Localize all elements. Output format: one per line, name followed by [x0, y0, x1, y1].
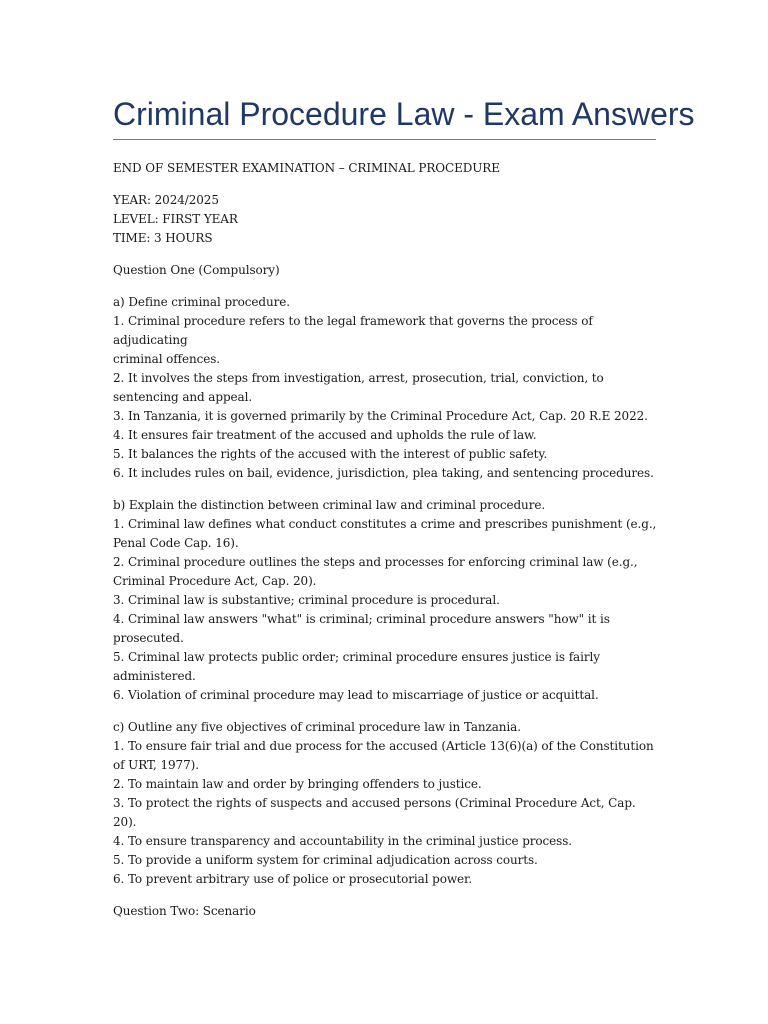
question-two-heading: Question Two: Scenario [113, 904, 256, 918]
list-item [113, 369, 658, 407]
list-item-line: of URT, 1977). [113, 758, 199, 772]
part-b-section [113, 496, 658, 705]
list-item [113, 870, 658, 889]
part-a-heading: a) Define criminal procedure. [113, 295, 290, 309]
list-item-line: 4. It ensures fair treatment of the accused and upholds the rule of law. [113, 428, 537, 442]
list-item-line: 3. Criminal law is substantive; criminal procedure is procedural. [113, 593, 500, 607]
part-a-list [113, 312, 658, 483]
list-item [113, 553, 658, 591]
list-item [113, 775, 658, 794]
part-a-section [113, 293, 658, 483]
list-item [113, 312, 658, 369]
list-item-line: 4. To ensure transparency and accountability in the criminal justice process. [113, 834, 572, 848]
list-item-line: 2. It involves the steps from investigation, arrest, prosecution, trial, conviction, to [113, 371, 604, 385]
list-item [113, 610, 658, 648]
part-b-list [113, 515, 658, 705]
list-item [113, 407, 658, 426]
exam-meta [113, 191, 658, 248]
list-item-line: 6. Violation of criminal procedure may lead to miscarriage of justice or acquittal. [113, 688, 599, 702]
list-item [113, 686, 658, 705]
list-item-line: 5. It balances the rights of the accused with the interest of public safety. [113, 447, 548, 461]
list-item [113, 426, 658, 445]
exam-time: TIME: 3 HOURS [113, 231, 213, 245]
part-c-heading: c) Outline any five objectives of criminal procedure law in Tanzania. [113, 720, 521, 734]
list-item-line: 1. Criminal procedure refers to the legal framework that governs the process of adjudicating [113, 314, 593, 347]
list-item [113, 794, 658, 832]
list-item [113, 445, 658, 464]
list-item-line: Penal Code Cap. 16). [113, 536, 239, 550]
exam-heading: END OF SEMESTER EXAMINATION – CRIMINAL PROCEDURE [113, 161, 500, 175]
document-page [113, 0, 695, 921]
part-c-section [113, 718, 658, 889]
list-item [113, 464, 658, 483]
title-underline [113, 139, 656, 140]
list-item-line: 2. Criminal procedure outlines the steps and processes for enforcing criminal law (e.g., [113, 555, 638, 569]
list-item-line: 1. To ensure fair trial and due process for the accused (Article 13(6)(a) of the Constitution [113, 739, 654, 753]
list-item [113, 851, 658, 870]
list-item [113, 737, 658, 775]
list-item [113, 648, 658, 686]
list-item-line: 3. In Tanzania, it is governed primarily by the Criminal Procedure Act, Cap. 20 R.E 2022. [113, 409, 648, 423]
list-item-line: 6. To prevent arbitrary use of police or prosecutorial power. [113, 872, 473, 886]
exam-year: YEAR: 2024/2025 [113, 193, 219, 207]
list-item-line: Criminal Procedure Act, Cap. 20). [113, 574, 317, 588]
list-item-line: 5. To provide a uniform system for criminal adjudication across courts. [113, 853, 538, 867]
list-item-line: prosecuted. [113, 631, 184, 645]
part-c-list [113, 737, 658, 889]
list-item-line: 2. To maintain law and order by bringing offenders to justice. [113, 777, 482, 791]
list-item-line: criminal offences. [113, 352, 220, 366]
document-title: Criminal Procedure Law - Exam Answers [113, 96, 695, 132]
part-b-heading: b) Explain the distinction between criminal law and criminal procedure. [113, 498, 546, 512]
list-item-line: 3. To protect the rights of suspects and accused persons (Criminal Procedure Act, Cap. 20). [113, 796, 636, 829]
list-item-line: administered. [113, 669, 196, 683]
list-item-line: 5. Criminal law protects public order; criminal procedure ensures justice is fairly [113, 650, 600, 664]
list-item-line: 4. Criminal law answers "what" is criminal; criminal procedure answers "how" it is [113, 612, 610, 626]
exam-level: LEVEL: FIRST YEAR [113, 212, 238, 226]
list-item [113, 515, 658, 553]
question-one-heading: Question One (Compulsory) [113, 263, 280, 277]
list-item-line: 6. It includes rules on bail, evidence, jurisdiction, plea taking, and sentencing procedures. [113, 466, 654, 480]
list-item-line: sentencing and appeal. [113, 390, 253, 404]
document-body [113, 159, 658, 921]
list-item [113, 832, 658, 851]
list-item-line: 1. Criminal law defines what conduct constitutes a crime and prescribes punishment (e.g., [113, 517, 657, 531]
list-item [113, 591, 658, 610]
